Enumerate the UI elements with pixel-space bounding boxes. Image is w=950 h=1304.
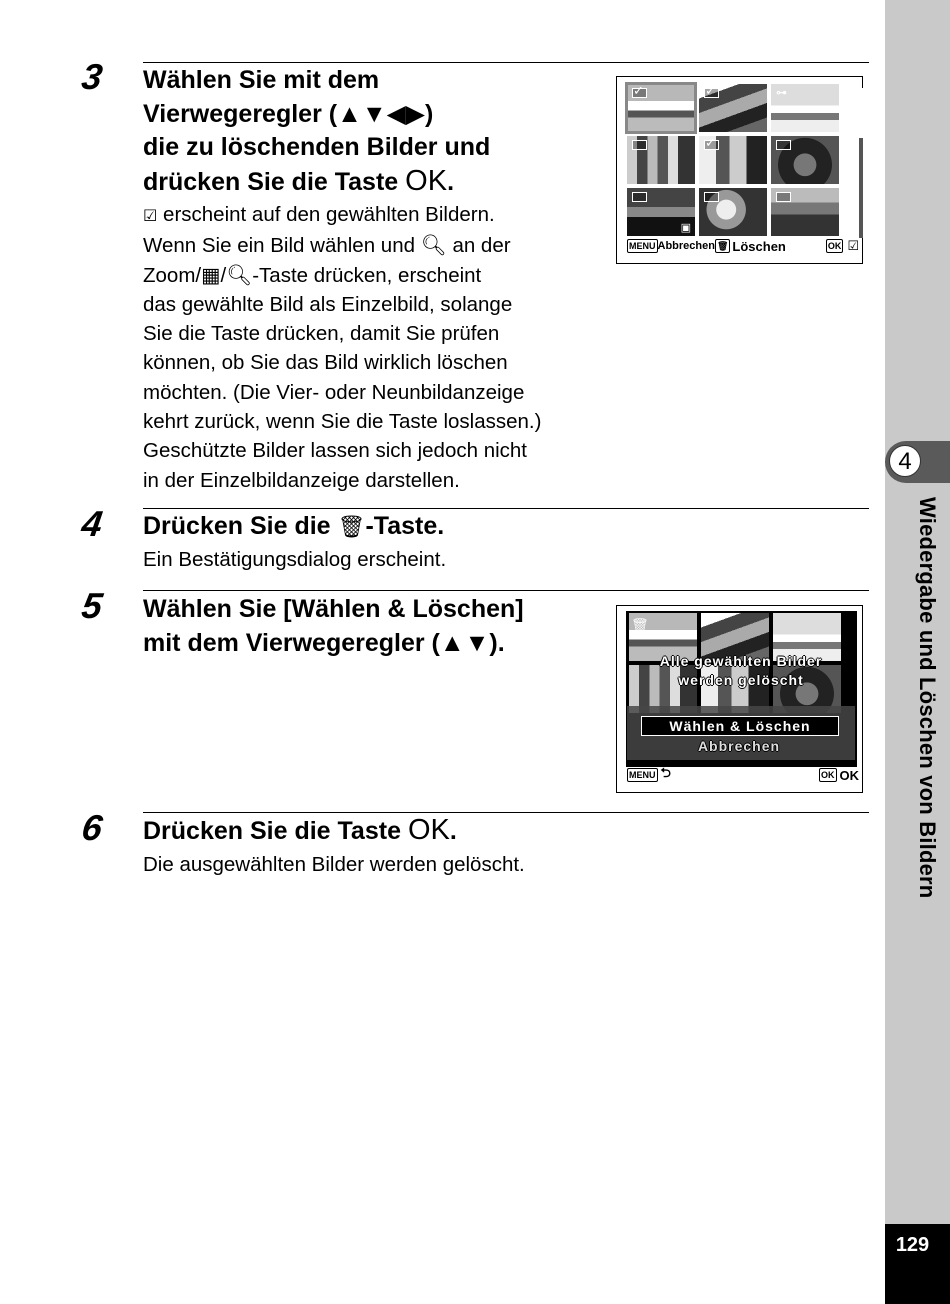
step3-number: 3 bbox=[79, 56, 105, 97]
step4-rule bbox=[143, 508, 869, 509]
magnify-icon: 🔍︎ bbox=[420, 234, 447, 258]
option-cancel[interactable]: Abbrechen bbox=[697, 738, 781, 754]
thumbnail-grid-icon: ▦ bbox=[201, 263, 221, 287]
delete-label: Löschen bbox=[732, 238, 786, 254]
check-icon: ✓ bbox=[705, 136, 716, 150]
camera-screen-confirm bbox=[616, 605, 863, 793]
step5-number: 5 bbox=[79, 585, 105, 626]
screen2-bottom-bar bbox=[627, 764, 871, 786]
screen1-bottom-bar bbox=[627, 235, 871, 257]
step6-rule bbox=[143, 812, 869, 813]
thumbnail[interactable] bbox=[771, 84, 839, 132]
thumbnail[interactable] bbox=[627, 188, 695, 236]
page-number: 129 bbox=[895, 1234, 930, 1256]
thumbnail[interactable] bbox=[627, 84, 695, 132]
step3-heading bbox=[143, 64, 490, 199]
step4-body: Ein Bestätigungsdialog erscheint. bbox=[143, 548, 447, 571]
step5-rule bbox=[143, 590, 869, 591]
back-arrow-icon: ⮌ bbox=[660, 765, 671, 780]
check-icon: ☑ bbox=[847, 238, 859, 253]
step4-heading: Drücken Sie die 🗑︎-Taste. bbox=[143, 510, 444, 544]
step3-heading-line: die zu löschenden Bilder und bbox=[143, 133, 491, 161]
step3-heading-line: drücken Sie die Taste OK. bbox=[143, 164, 455, 197]
thumbnail[interactable] bbox=[699, 136, 767, 184]
step3-heading-line: Vierwegeregler (▲▼◀▶) bbox=[143, 99, 434, 128]
step3-rule bbox=[143, 62, 869, 63]
step6-body: Die ausgewählten Bilder werden gelöscht. bbox=[143, 853, 525, 876]
thumbnail[interactable] bbox=[627, 136, 695, 184]
ok-key: OK bbox=[827, 241, 842, 251]
step6-heading: Drücken Sie die Taste OK. bbox=[143, 814, 457, 846]
camera-screen-select bbox=[616, 76, 863, 264]
cancel-label: Abbrechen bbox=[657, 240, 715, 252]
menu-key: MENU bbox=[629, 770, 656, 780]
magnify-icon: 🔍︎ bbox=[226, 263, 253, 287]
movie-icon: ▣ bbox=[680, 222, 691, 234]
scrollbar[interactable] bbox=[859, 88, 863, 238]
delete-selected-icon: 🗑︎ bbox=[631, 617, 649, 633]
menu-key: MENU bbox=[629, 241, 656, 251]
thumbnail[interactable] bbox=[771, 188, 839, 236]
step3-heading-line: Wählen Sie mit dem bbox=[143, 66, 380, 94]
ok-key-glyph: OK bbox=[405, 164, 448, 197]
ok-key-glyph: OK bbox=[407, 814, 450, 846]
step6-number: 6 bbox=[79, 807, 105, 848]
check-icon: ✓ bbox=[633, 84, 644, 98]
ok-key: OK bbox=[821, 770, 835, 780]
dialog-message-line2: werden gelöscht bbox=[678, 672, 804, 688]
step4-number: 4 bbox=[79, 503, 105, 544]
chapter-title: Wiedergabe und Löschen von Bildern bbox=[915, 497, 940, 899]
step5-heading: Wählen Sie [Wählen & Löschen] mit dem Vierwegeregler (▲▼). bbox=[143, 595, 524, 657]
protect-key-icon: ⊶ bbox=[776, 87, 787, 99]
trash-icon: 🗑︎ bbox=[716, 241, 729, 251]
option-select-and-delete[interactable]: Wählen & Löschen bbox=[641, 716, 839, 736]
step3-body: ☑ erscheint auf den gewählten Bildern. Wenn Sie ein Bild wählen und 🔍︎ an der Zoom/▦/🔍︎-Taste drücken, erscheint das gewählte Bild als Einzelbild, solange Sie die Taste drücken, damit Sie prüfen können, ob Sie das Bild wirklich löschen möchten. (Die Vier- oder Neunbildanzeige kehrt zurück, wenn Sie die Taste loslassen.) Geschützte Bilder lassen sich jedoch nicht in der Einzelbildanzeige darstellen. bbox=[143, 203, 542, 492]
chapter-number: 4 bbox=[889, 445, 921, 477]
check-icon: ✓ bbox=[705, 84, 716, 98]
thumbnail[interactable] bbox=[771, 136, 839, 184]
thumbnail[interactable] bbox=[699, 188, 767, 236]
ok-label: OK bbox=[839, 767, 859, 783]
dialog-message-line1: Alle gewählten Bilder bbox=[659, 653, 823, 669]
check-icon: ☑ bbox=[143, 208, 158, 225]
thumbnail[interactable] bbox=[699, 84, 767, 132]
trash-icon: 🗑︎ bbox=[337, 514, 366, 539]
